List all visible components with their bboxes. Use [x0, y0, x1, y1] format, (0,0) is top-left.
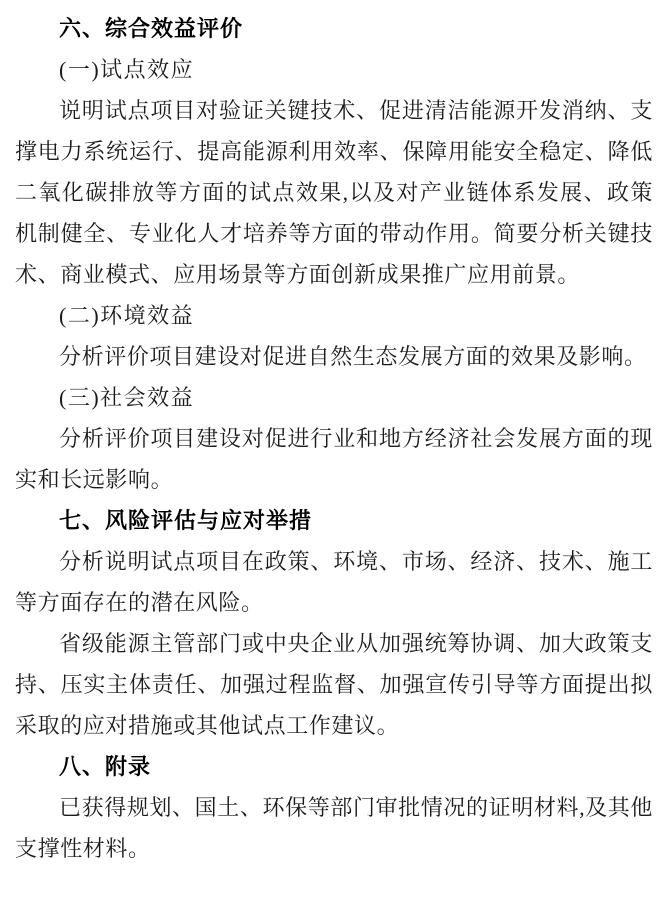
paragraph: 省级能源主管部门或中央企业从加强统筹协调、加大政策支持、压实主体责任、加强过程监督、加强宣传引导等方面提出拟采取的应对措施或其他试点工作建议。	[15, 631, 653, 738]
heading: 八、附录	[59, 754, 152, 779]
document-body	[15, 8, 653, 869]
subheading: (二)环境效益	[59, 303, 195, 328]
paragraph: 分析评价项目建设对促进行业和地方经济社会发展方面的现实和长远影响。	[15, 426, 653, 492]
paragraph: 分析评价项目建设对促进自然生态发展方面的效果及影响。	[59, 344, 647, 369]
heading: 六、综合效益评价	[59, 16, 244, 41]
subheading: (三)社会效益	[59, 385, 195, 410]
heading: 七、风险评估与应对举措	[59, 508, 313, 533]
paragraph: 分析说明试点项目在政策、环境、市场、经济、技术、施工等方面存在的潜在风险。	[15, 549, 653, 615]
paragraph: 已获得规划、国土、环保等部门审批情况的证明材料,及其他支撑性材料。	[15, 795, 653, 861]
subheading: (一)试点效应	[59, 57, 195, 82]
paragraph: 说明试点项目对验证关键技术、促进清洁能源开发消纳、支撑电力系统运行、提高能源利用效率、保障用能安全稳定、降低二氧化碳排放等方面的试点效果,以及对产业链体系发展、政策机制健全、专业化人才培养等方面的带动作用。简要分析关键技术、商业模式、应用场景等方面创新成果推广应用前景。	[15, 98, 653, 287]
